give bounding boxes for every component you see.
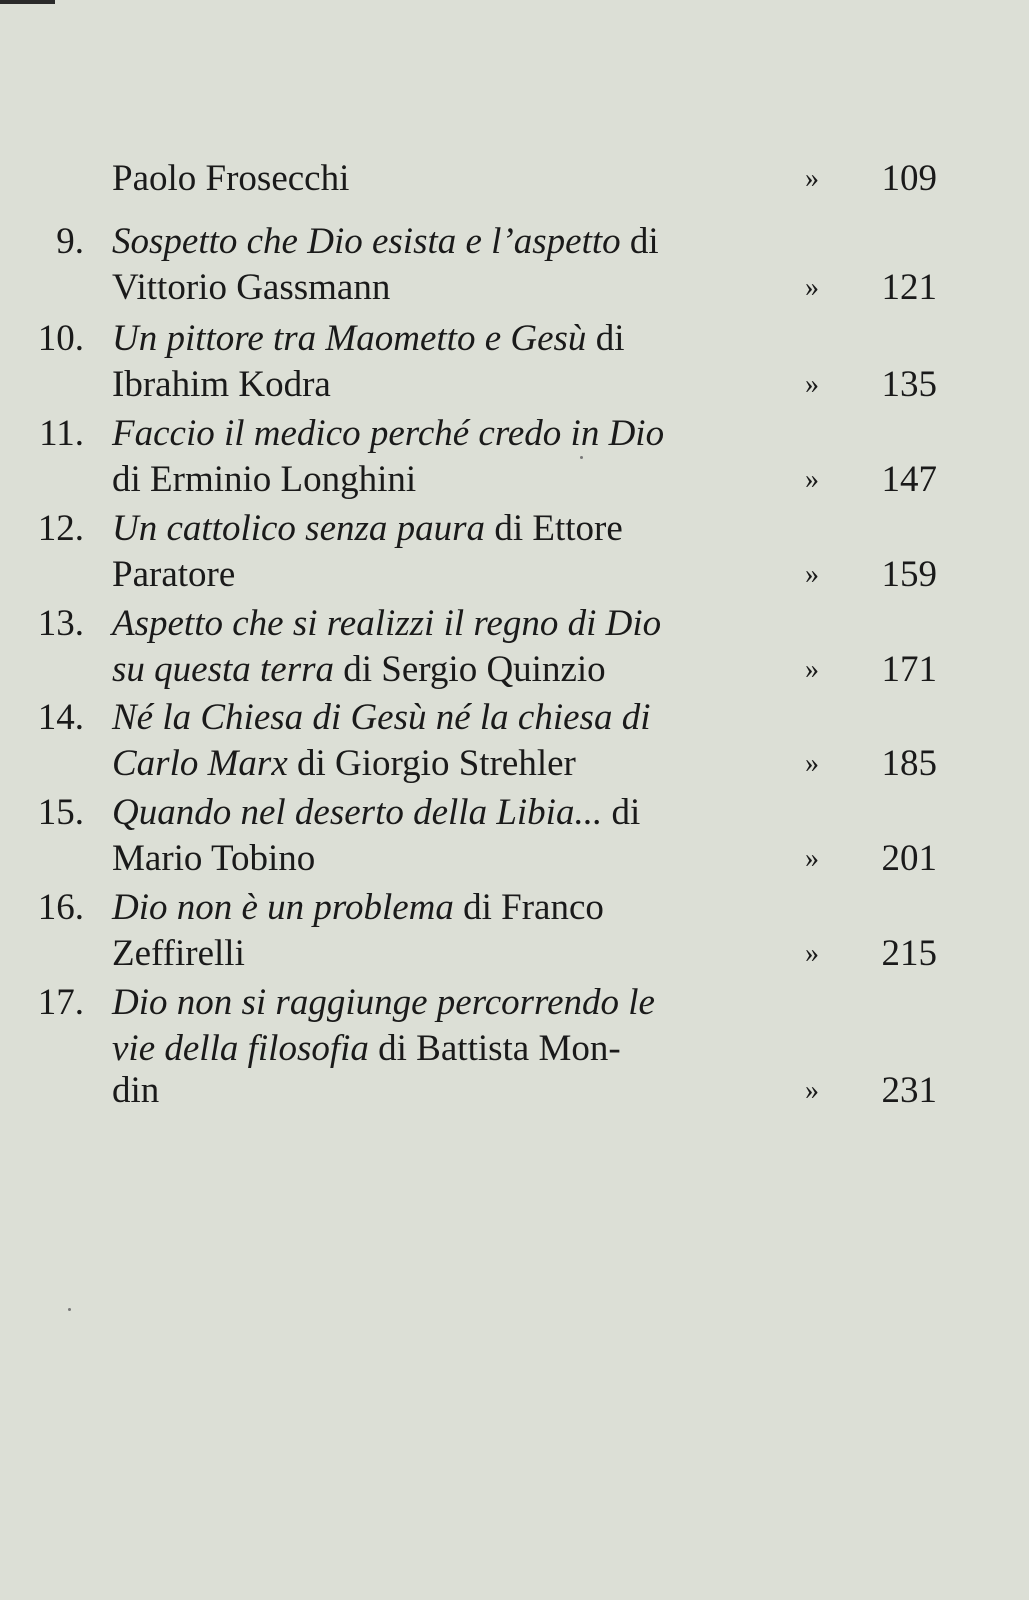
page-number: 215 (881, 933, 937, 974)
entry-text (112, 1067, 159, 1115)
entry-author: di (586, 318, 625, 359)
entry-text (112, 1025, 621, 1073)
page-number: 135 (881, 364, 937, 405)
toc-line (0, 835, 1029, 883)
entry-text (112, 789, 640, 837)
entry-author: di Erminio Longhini (112, 459, 417, 500)
page-number: 231 (881, 1070, 937, 1111)
entry-text (112, 884, 604, 932)
ditto-marker: » (805, 464, 819, 495)
toc-line (0, 456, 1029, 504)
entry-title: Un pittore tra Maometto e Gesù (112, 318, 587, 359)
entry-author: Zeffirelli (112, 933, 245, 974)
entry-text (112, 155, 349, 203)
entry-author: di Sergio Quinzio (334, 649, 606, 690)
paper-speck (68, 1308, 71, 1311)
entry-number: 16. (37, 887, 84, 928)
entry-author: Mario Tobino (112, 838, 316, 879)
entry-number: 17. (37, 982, 84, 1023)
toc-line (0, 551, 1029, 599)
toc-line (0, 264, 1029, 312)
entry-text (112, 410, 664, 458)
entry-text (112, 740, 576, 788)
entry-text (112, 979, 655, 1027)
entry-author: din (112, 1070, 160, 1111)
ditto-marker: » (805, 272, 819, 303)
entry-title: su questa terra (112, 649, 334, 690)
entry-text (112, 264, 390, 312)
entry-number: 10. (37, 318, 84, 359)
entry-title: Né la Chiesa di Gesù né la chiesa di (112, 697, 651, 738)
entry-number: 9. (56, 221, 84, 262)
entry-text (112, 456, 416, 504)
toc-line (0, 1067, 1029, 1115)
entry-text (112, 600, 661, 648)
ditto-marker: » (805, 654, 819, 685)
toc-line (0, 361, 1029, 409)
toc-line (0, 155, 1029, 203)
entry-title: Faccio il medico perché credo in Dio (112, 413, 665, 454)
toc-line (0, 315, 1029, 363)
entry-text (112, 646, 606, 694)
entry-author: di Ettore (485, 508, 623, 549)
entry-author: di Battista Mon- (368, 1028, 621, 1069)
toc-line (0, 410, 1029, 458)
page-number: 201 (881, 838, 937, 879)
entry-number: 12. (37, 508, 84, 549)
page-number: 121 (881, 267, 937, 308)
entry-text (112, 315, 624, 363)
toc-line (0, 1025, 1029, 1073)
entry-number: 15. (37, 792, 84, 833)
page-edge-shadow (0, 0, 55, 4)
entry-text (112, 361, 331, 409)
ditto-marker: » (805, 1075, 819, 1106)
toc-line (0, 218, 1029, 266)
entry-title: Dio non è un problema (112, 887, 454, 928)
ditto-marker: » (805, 748, 819, 779)
entry-text (112, 218, 659, 266)
page-number: 109 (881, 158, 937, 199)
toc-line (0, 979, 1029, 1027)
toc-line (0, 930, 1029, 978)
entry-text (112, 505, 623, 553)
toc-line (0, 505, 1029, 553)
ditto-marker: » (805, 369, 819, 400)
ditto-marker: » (805, 938, 819, 969)
page-number: 171 (881, 649, 937, 690)
ditto-marker: » (805, 843, 819, 874)
toc-line (0, 600, 1029, 648)
entry-title: Aspetto che si realizzi il regno di Dio (112, 603, 662, 644)
ditto-marker: » (805, 559, 819, 590)
entry-author: Paolo Frosecchi (112, 158, 350, 199)
entry-number: 11. (39, 413, 84, 454)
entry-number: 14. (37, 697, 84, 738)
page-number: 159 (881, 554, 937, 595)
paper-speck (580, 456, 583, 459)
entry-title: Un cattolico senza paura (112, 508, 486, 549)
page-number: 185 (881, 743, 937, 784)
entry-title: vie della filosofia (112, 1028, 369, 1069)
entry-author: Vittorio Gassmann (112, 267, 391, 308)
entry-text (112, 930, 245, 978)
toc-line (0, 884, 1029, 932)
ditto-marker: » (805, 163, 819, 194)
toc-line (0, 694, 1029, 742)
entry-title: Dio non si raggiunge percorrendo le (112, 982, 655, 1023)
entry-author: di Franco (453, 887, 604, 928)
entry-text (112, 694, 651, 742)
toc-line (0, 789, 1029, 837)
entry-author: Paratore (112, 554, 236, 595)
toc-line (0, 646, 1029, 694)
toc-line (0, 740, 1029, 788)
entry-text (112, 835, 315, 883)
entry-number: 13. (37, 603, 84, 644)
entry-text (112, 551, 235, 599)
entry-author: di Giorgio Strehler (287, 743, 576, 784)
entry-title: Carlo Marx (112, 743, 288, 784)
page-number: 147 (881, 459, 937, 500)
entry-title: Quando nel deserto della Libia... (112, 792, 603, 833)
entry-author: Ibrahim Kodra (112, 364, 331, 405)
entry-author: di (620, 221, 659, 262)
entry-author: di (602, 792, 641, 833)
entry-title: Sospetto che Dio esista e l’aspetto (112, 221, 621, 262)
